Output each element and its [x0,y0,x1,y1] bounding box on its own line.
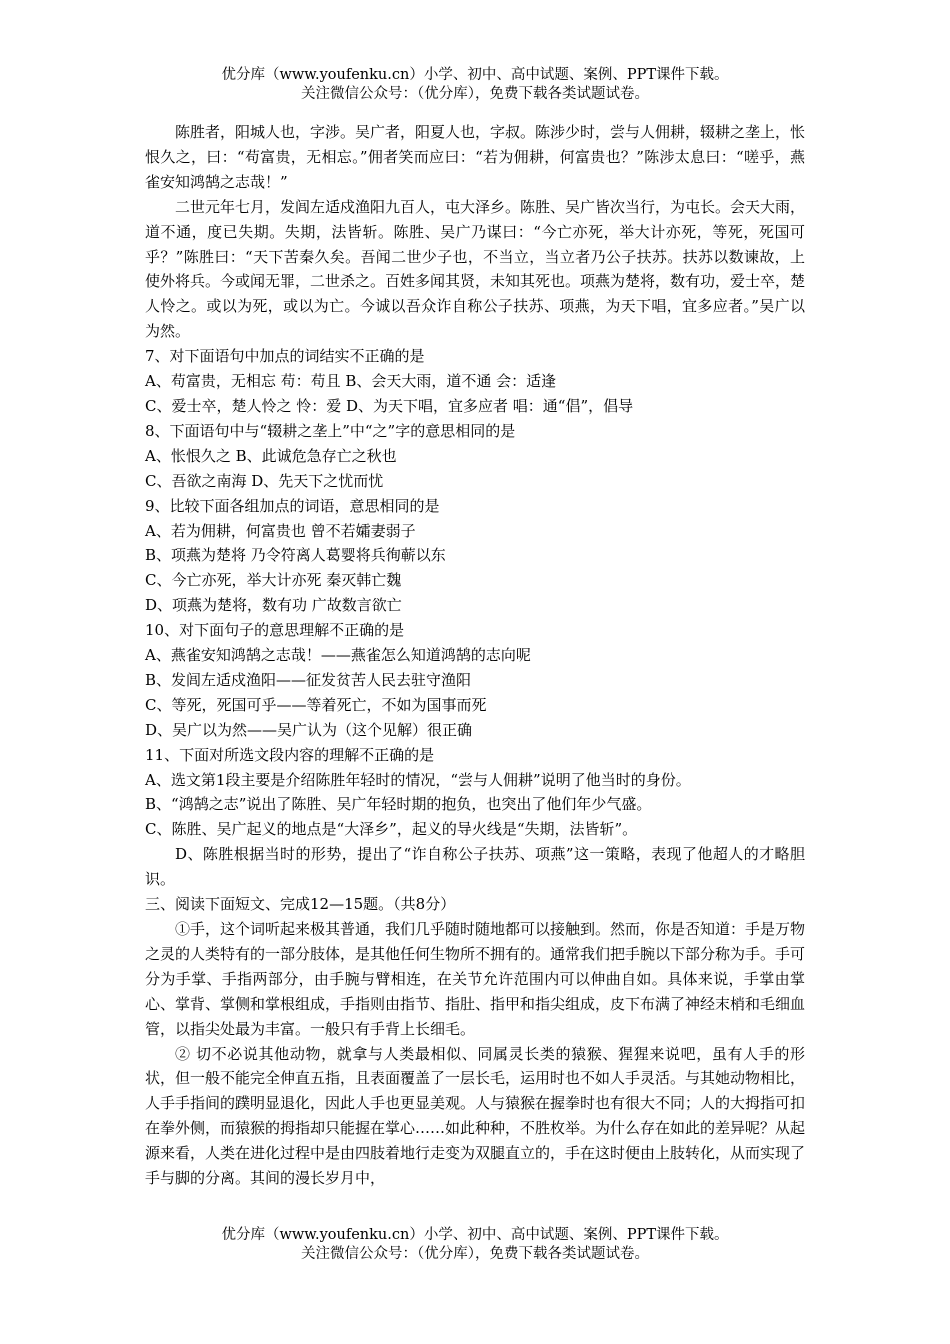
question-10-option-b: B、发闾左适戍渔阳——征发贫苦人民去驻守渔阳 [145,670,472,689]
question-8-options-cd: C、吾欲之南海 D、先天下之忧而忧 [145,471,384,490]
question-11-option-a: A、选文第1段主要是介绍陈胜年轻时的情况，“尝与人佣耕”说明了他当时的身份。 [145,770,691,789]
page-header [0,66,950,104]
question-7-stem: 7、对下面语句中加点的词结实不正确的是 [145,347,425,366]
footer-line-1: 优分库（www.youfenku.cn）小学、初中、高中试题、案例、PPT课件下载。 [221,1227,729,1243]
question-9-option-c: C、今亡亦死，举大计亦死 秦灭韩亡魏 [145,571,402,590]
header-line-2: 关注微信公众号：（优分库），免费下载各类试题试卷。 [301,86,649,102]
question-11-option-c: C、陈胜、吴广起义的地点是“大泽乡”，起义的导火线是“失期，法皆斩”。 [145,820,638,839]
footer-line-2: 关注微信公众号：（优分库），免费下载各类试题试卷。 [301,1246,649,1262]
question-8-stem: 8、下面语句中与“辍耕之垄上”中“之”字的意思相同的是 [145,421,516,440]
question-7-options-ab: A、苟富贵，无相忘 苟：苟且 B、会天大雨，道不通 会：适逢 [145,372,557,391]
passage-paragraph-2: 二世元年七月，发闾左适戍渔阳九百人，屯大泽乡。陈胜、吴广皆次当行，为屯长。会天大雨，道不通，度已失期。失期，法皆斩。陈胜、吴广乃谋曰：“今亡亦死，举大计亦死，等死，死国可乎？”陈胜曰：“天下苦秦久矣。吾闻二世少子也，不当立，当立者乃公子扶苏。扶苏以数谏故，上使外将兵。今或闻无罪，二世杀之。百姓多闻其贤，未知其死也。项燕为楚将，数有功，爱士卒，楚人怜之。或以为死，或以为亡。今诚以吾众诈自称公子扶苏、项燕，为天下唱，宜多应者。”吴广以为然。 [145,197,806,341]
section-3-title: 三、阅读下面短文、完成12—15题。（共8分） [145,895,456,914]
section-3-paragraph-1: ①手，这个词听起来极其普通，我们几乎随时随地都可以接触到。然而，你是否知道：手是万物之灵的人类特有的一部分肢体，是其他任何生物所不拥有的。通常我们把手腕以下部分称为手。手可分为手掌、手指两部分，由手腕与臂相连，在关节允许范围内可以伸曲自如。具体来说，手掌由掌心、掌背、掌侧和掌根组成，手指则由指节、指肚、指甲和指尖组成，皮下布满了神经末梢和毛细血管，以指尖处最为丰富。一般只有手背上长细毛。 [145,920,806,1038]
page-content [145,120,805,1191]
passage-paragraph-1: 陈胜者，阳城人也，字涉。吴广者，阳夏人也，字叔。陈涉少时，尝与人佣耕，辍耕之垄上，怅恨久之，曰：“苟富贵，无相忘。”佣者笑而应曰：“若为佣耕，何富贵也？”陈涉太息曰：“嗟乎，燕雀安知鸿鹄之志哉！” [145,123,806,191]
question-9-option-d: D、项燕为楚将，数有功 广故数言欲亡 [145,596,402,615]
question-11-option-d: D、陈胜根据当时的形势，提出了“诈自称公子扶苏、项燕”这一策略，表现了他超人的才略胆识。 [145,845,805,889]
question-10-option-c: C、等死，死国可乎——等着死亡，不如为国事而死 [145,695,487,714]
question-11-option-b: B、“鸿鹄之志”说出了陈胜、吴广年轻时期的抱负，也突出了他们年少气盛。 [145,795,652,814]
question-9-stem: 9、比较下面各组加点的词语，意思相同的是 [145,496,440,515]
question-10-option-a: A、燕雀安知鸿鹄之志哉！——燕雀怎么知道鸿鹄的志向呢 [145,646,531,665]
question-9-option-b: B、项燕为楚将 乃令符离人葛婴将兵徇蕲以东 [145,546,446,565]
question-8-options-ab: A、怅恨久之 B、此诚危急存亡之秋也 [145,446,397,465]
page-footer [0,1226,950,1264]
section-3-paragraph-2: ② 切不必说其他动物，就拿与人类最相似、同属灵长类的猿猴、猩猩来说吧，虽有人手的形状，但一般不能完全伸直五指，且表面覆盖了一层长毛，运用时也不如人手灵活。与其她动物相比，人手手指间的蹼明显退化，因此人手也更显美观。人与猿猴在握拳时也有很大不同；人的大拇指可扣在拳外侧，而猿猴的拇指却只能握在掌心……如此种种，不胜枚举。为什么存在如此的差异呢？从起源来看，人类在进化过程中是由四肢着地行走变为双腿直立的，手在这时便由上肢转化，从而实现了手与脚的分离。其间的漫长岁月中， [145,1044,806,1188]
question-10-stem: 10、对下面句子的意思理解不正确的是 [145,621,405,640]
question-7-options-cd: C、爱士卒，楚人怜之 怜：爱 D、为天下唱，宜多应者 唱：通“倡”，倡导 [145,396,634,415]
question-11-stem: 11、下面对所选文段内容的理解不正确的是 [145,745,435,764]
question-10-option-d: D、吴广以为然——吴广认为（这个见解）很正确 [145,720,473,739]
header-line-1: 优分库（www.youfenku.cn）小学、初中、高中试题、案例、PPT课件下载。 [221,67,729,83]
question-9-option-a: A、若为佣耕，何富贵也 曾不若孀妻弱子 [145,521,416,540]
